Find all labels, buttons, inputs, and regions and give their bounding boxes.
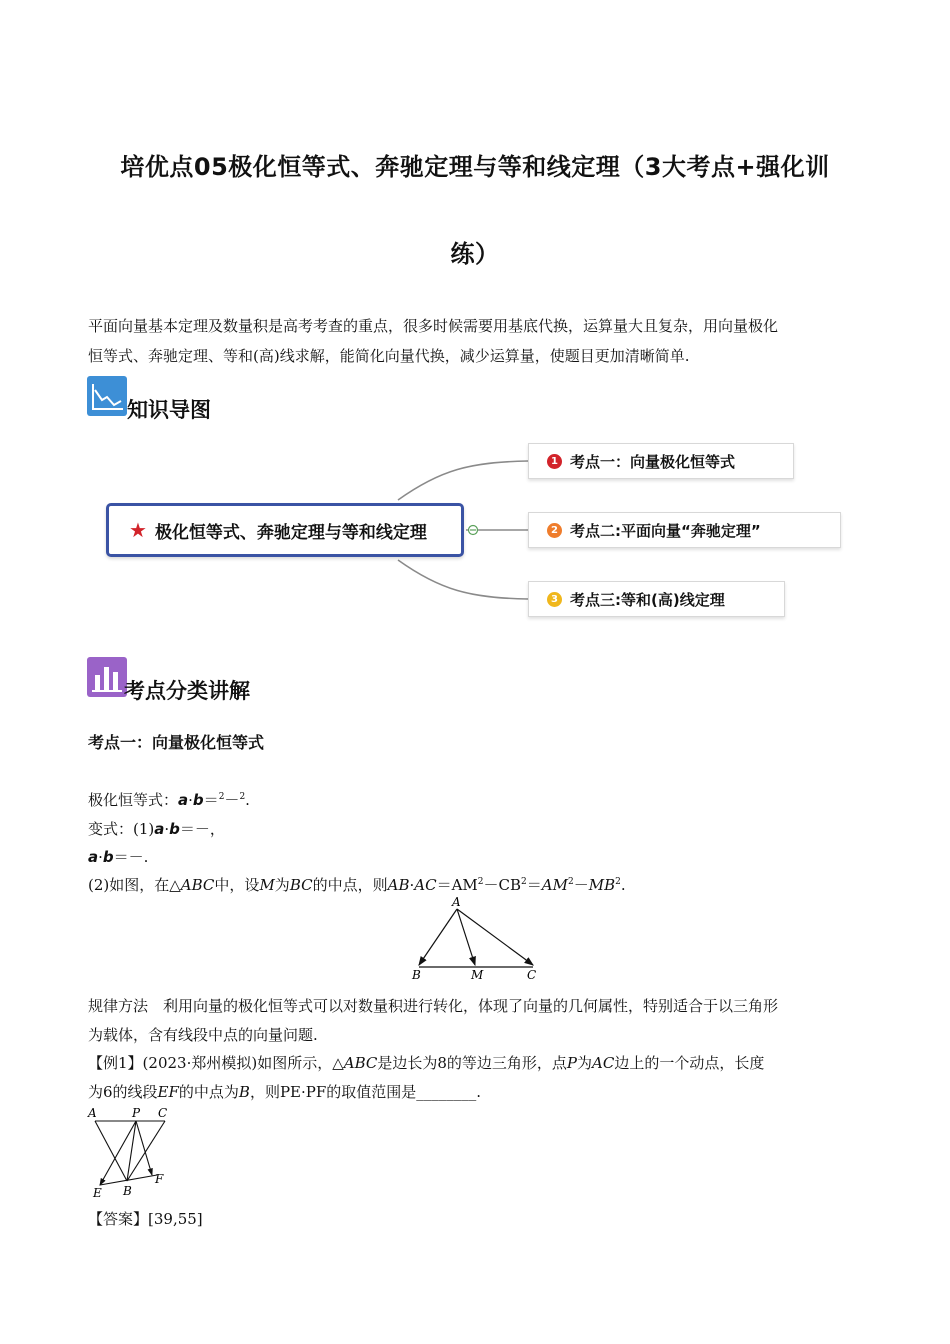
point-label-f: F bbox=[155, 1172, 164, 1186]
number-badge-1: 1 bbox=[547, 454, 562, 469]
intro-paragraph-line1: 平面向量基本定理及数量积是高考考查的重点，很多时候需要用基底代换，运算量大且复杂，用向量极化 bbox=[88, 317, 779, 335]
mindmap-node-2 bbox=[528, 512, 841, 548]
section-title-topics: 考点分类讲解 bbox=[124, 679, 250, 703]
variant-line-3: (2)如图，在△ABC中，设M为BC的中点，则$AB\cdot AC=AM^2-CB^2=AM^2-MB^2$. bbox=[88, 876, 626, 894]
point-label-p: P bbox=[132, 1106, 141, 1120]
identity-line: 极化恒等式：a·b＝$^2$－$^2$. bbox=[88, 791, 250, 809]
star-icon: ★ bbox=[129, 518, 147, 542]
point-label-b: B bbox=[123, 1184, 132, 1198]
number-badge-3: 3 bbox=[547, 592, 562, 607]
mindmap-node-label: 考点一：向量极化恒等式 bbox=[570, 452, 736, 471]
example-line-1: 【例1】(2023·郑州模拟)如图所示，△ABC是边长为8的等边三角形，点P为AC边上的一个动点，长度 bbox=[88, 1054, 765, 1072]
answer-line bbox=[88, 1208, 203, 1229]
point-label-m: M bbox=[471, 968, 484, 982]
variant-line-2: a·b＝－. bbox=[88, 848, 149, 866]
number-badge-2: 2 bbox=[547, 523, 562, 538]
bar-chart-icon bbox=[87, 657, 127, 697]
triangle-figure bbox=[405, 895, 555, 985]
point-label-e: E bbox=[93, 1186, 102, 1200]
point-label-c: C bbox=[158, 1106, 168, 1120]
method-line-1: 规律方法 利用向量的极化恒等式可以对数量积进行转化，体现了向量的几何属性，特别适合于以三角形 bbox=[88, 997, 779, 1015]
mindmap-root-node bbox=[106, 503, 464, 557]
point-label-c: C bbox=[527, 968, 537, 982]
page-title: 培优点05极化恒等式、奔驰定理与等和线定理（3大考点+强化训 bbox=[120, 153, 830, 181]
mindmap-node-1 bbox=[528, 443, 794, 479]
mindmap-node-3 bbox=[528, 581, 785, 617]
page-title-continued: 练） bbox=[450, 240, 500, 268]
variant-line-1: 变式：(1)a·b＝－， bbox=[88, 820, 225, 838]
mindmap-root-label: 极化恒等式、奔驰定理与等和线定理 bbox=[154, 522, 427, 543]
mindmap-node-label: 考点三:等和(高)线定理 bbox=[570, 590, 725, 609]
example-figure bbox=[85, 1103, 185, 1203]
topic-heading: 考点一：向量极化恒等式 bbox=[88, 733, 265, 752]
answer-label: 【答案】 bbox=[88, 1210, 149, 1228]
answer-value: [39,55] bbox=[148, 1210, 203, 1228]
method-line-2: 为载体，含有线段中点的向量问题. bbox=[88, 1026, 318, 1044]
point-label-a: A bbox=[88, 1106, 97, 1120]
example-line-2: 为6的线段EF的中点为B，则PE·PF的取值范围是________. bbox=[88, 1083, 482, 1101]
point-label-a: A bbox=[452, 895, 461, 909]
section-title-mindmap: 知识导图 bbox=[127, 398, 211, 422]
intro-paragraph-line2: 恒等式、奔驰定理、等和(高)线求解，能简化向量代换，减少运算量，使题目更加清晰简单. bbox=[88, 347, 690, 365]
mindmap-node-label: 考点二:平面向量“奔驰定理” bbox=[570, 521, 761, 540]
point-label-b: B bbox=[412, 968, 421, 982]
